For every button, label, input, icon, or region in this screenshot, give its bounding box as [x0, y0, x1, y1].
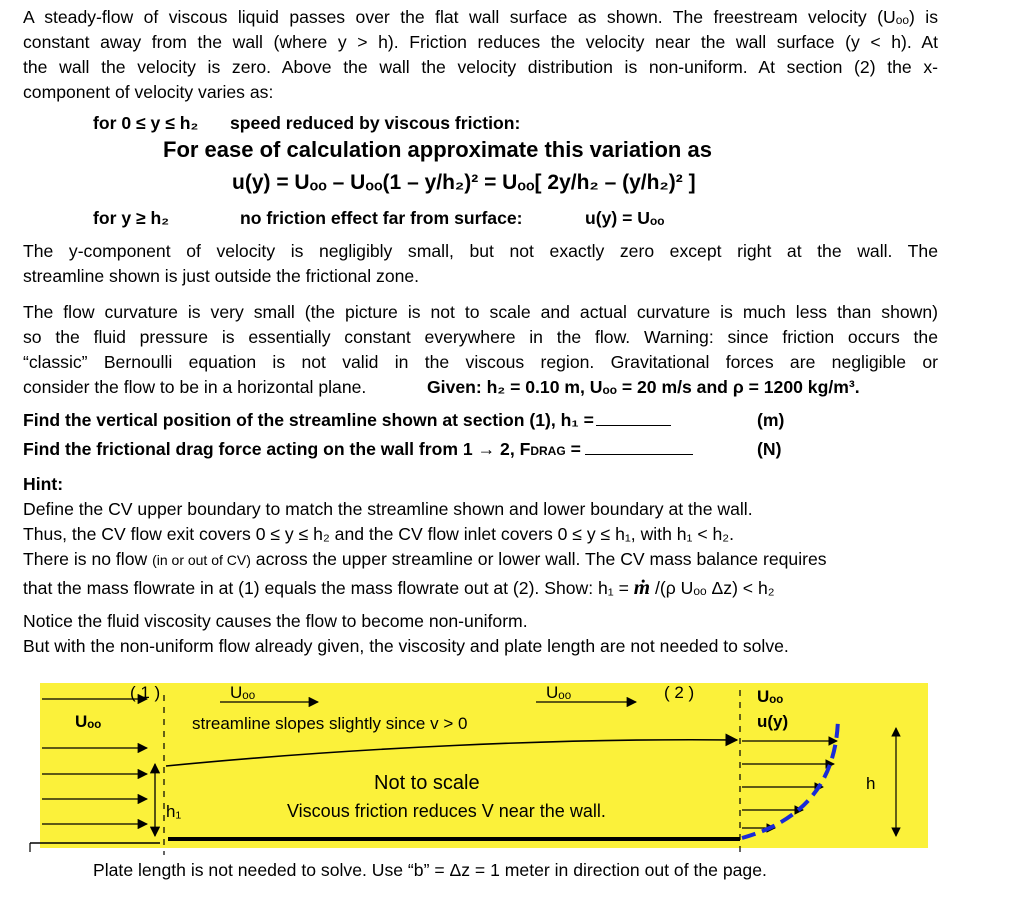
given-values: Given: h₂ = 0.10 m, Uₒₒ = 20 m/s and ρ = 1200 kg/m³.	[427, 377, 860, 397]
find-h1-unit: (m)	[757, 410, 785, 430]
find-drag-text: Find the frictional drag force acting on the wall from 1 → 2, F	[23, 439, 531, 459]
hint-mass-text-2: /(ρ Uₒₒ Δz) < h₂	[650, 578, 775, 598]
approx-heading: For ease of calculation approximate this variation as	[163, 137, 712, 162]
notice-line: Notice the fluid viscosity causes the flow to become non-uniform.	[23, 611, 528, 631]
section1-label: ( 1 )	[130, 683, 161, 702]
curvature-line: consider the flow to be in a horizontal plane.	[23, 377, 367, 397]
vy-line: streamline shown is just outside the frictional zone.	[23, 266, 420, 286]
find-h1-text: Find the vertical position of the streamline shown at section (1), h₁ =	[23, 410, 594, 430]
streamline-note: streamline slopes slightly since v > 0	[192, 714, 468, 733]
drag-subscript: DRAG	[530, 444, 566, 458]
hint-flow-text: There is no flow	[23, 549, 153, 569]
case2-description: no friction effect far from surface:	[240, 208, 523, 228]
mdot-symbol: ṁ	[633, 575, 651, 599]
friction-note: Viscous friction reduces V near the wall.	[287, 801, 606, 821]
footer-note: Plate length is not needed to solve. Use “b” = Δz = 1 meter in direction out of the page.	[93, 860, 767, 880]
intro-line: A steady-flow of viscous liquid passes over the flat wall surface as shown. The freestream velocity (Uₒₒ) is	[23, 7, 938, 27]
not-to-scale: Not to scale	[374, 772, 480, 794]
find-drag-eq: =	[565, 439, 581, 459]
case1-label: for 0 ≤ y ≤ h₂	[93, 113, 199, 133]
hint-flow-text-2: across the upper streamline or lower wall. The CV mass balance requires	[250, 549, 827, 569]
hint-line: Define the CV upper boundary to match the streamline shown and lower boundary at the wall.	[23, 499, 753, 519]
h-label: h	[866, 774, 876, 793]
uoo-label: Uₒₒ	[546, 683, 572, 702]
notice-line: But with the non-uniform flow already given, the viscosity and plate length are not needed to solve.	[23, 636, 789, 656]
uoo-label: Uₒₒ	[230, 683, 256, 702]
hint-flow-note: (in or out of CV)	[152, 552, 251, 568]
curvature-line: so the fluid pressure is essentially constant everywhere in the flow. Warning: since friction occurs the	[23, 327, 938, 347]
h1-label: h₁	[166, 802, 182, 821]
case2-equation: u(y) = Uₒₒ	[585, 208, 665, 228]
intro-line: the wall the velocity is zero. Above the wall the velocity distribution is non-uniform. At section (2) the x-	[23, 57, 938, 77]
curvature-line: “classic” Bernoulli equation is not valid in the viscous region. Gravitational forces are negligible or	[23, 352, 938, 372]
hint-mass-text: that the mass flowrate in at (1) equals the mass flowrate out at (2). Show: h₁ =	[23, 578, 634, 598]
hint-label: Hint:	[23, 474, 64, 494]
hint-line: Thus, the CV flow exit covers 0 ≤ y ≤ h₂ and the CV flow inlet covers 0 ≤ y ≤ h₁, with h₁ < h₂.	[23, 524, 735, 544]
uoo-label: Uₒₒ	[757, 687, 784, 706]
intro-line: component of velocity varies as:	[23, 82, 274, 102]
intro-line: constant away from the wall (where y > h). Friction reduces the velocity near the wall surface (y < h). At	[23, 32, 938, 52]
streamline	[166, 740, 737, 766]
case2-label: for y ≥ h₂	[93, 208, 170, 228]
velocity-profile-curve	[742, 718, 838, 838]
uy-label: u(y)	[757, 712, 789, 731]
find-drag-unit: (N)	[757, 439, 782, 459]
uoo-inlet-label: Uₒₒ	[75, 712, 102, 731]
vy-line: The y-component of velocity is negligibly small, but not exactly zero except right at the wall. The	[23, 241, 938, 261]
case1-description: speed reduced by viscous friction:	[230, 113, 521, 133]
section2-label: ( 2 )	[664, 683, 695, 702]
velocity-equation: u(y) = Uₒₒ – Uₒₒ(1 – y/h₂)² = Uₒₒ[ 2y/h₂ – (y/h₂)² ]	[232, 171, 696, 194]
curvature-line: The flow curvature is very small (the picture is not to scale and actual curvature is much less than shown)	[23, 302, 938, 322]
